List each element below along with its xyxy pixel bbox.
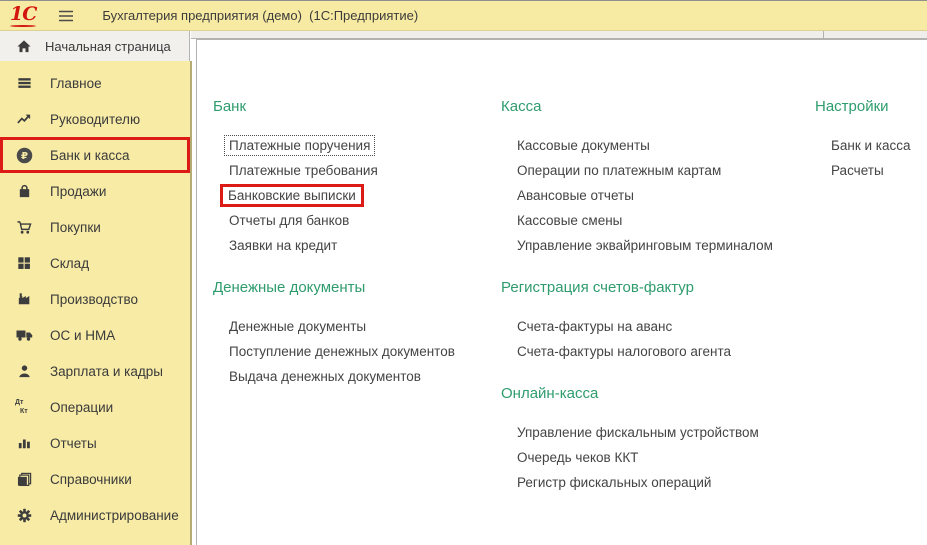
sidebar-item-label: Банк и касса [50,147,130,163]
warehouse-grid-icon [13,255,35,271]
link-ochered-chekov-kkt[interactable] [501,445,807,470]
factory-icon [13,291,35,307]
link-raschety[interactable] [815,158,925,183]
section-title-kassa[interactable]: Касса [501,98,542,115]
books-icon [13,471,35,487]
svg-text:₽: ₽ [20,150,28,162]
main-content-panel [196,39,927,545]
sidebar-nav [0,61,192,545]
app-header [0,0,927,31]
sidebar-item-label: Операции [50,399,114,415]
person-icon [13,363,35,379]
sidebar-item-operacii[interactable] [0,389,190,425]
sidebar-item-label: Главное [50,75,102,91]
sidebar-item-proizvodstvo[interactable] [0,281,190,317]
sidebar-item-label: Покупки [50,219,101,235]
section-denezhnye-dokumenty [213,278,499,389]
1c-logo-icon [10,2,37,27]
sidebar-item-otchety[interactable] [0,425,190,461]
link-kassovye-dokumenty[interactable] [501,133,807,158]
link-zayavki-na-kredit[interactable] [213,233,499,258]
section-title-denezhnye-dokumenty[interactable]: Денежные документы [213,279,366,296]
link-label: Регистр фискальных операций [517,475,712,490]
sidebar-item-rukovoditelyu[interactable] [0,101,190,137]
link-nastrojki-bank-i-kassa[interactable] [815,133,925,158]
sidebar-item-bank-i-kassa[interactable] [0,137,190,173]
link-kassovye-smeny[interactable] [501,208,807,233]
section-bank [213,97,499,258]
link-upravlenie-fiskalnym-ustrojstvom[interactable] [501,420,807,445]
link-label: Очередь чеков ККТ [517,450,639,465]
sidebar-item-label: ОС и НМА [50,327,116,343]
section-onlajn-kassa [501,384,807,495]
tab-home-label: Начальная страница [45,38,171,54]
section-title-registraciya-schetov-faktur[interactable]: Регистрация счетов-фактур [501,279,694,296]
sidebar-item-label: Администрирование [50,507,179,523]
tab-home-page[interactable] [0,31,189,61]
gear-icon [13,507,35,523]
menu-lines-icon [13,75,35,91]
section-title-nastrojki[interactable]: Настройки [815,98,889,115]
link-label: Поступление денежных документов [229,344,455,359]
link-label: Счета-фактуры на аванс [517,319,673,334]
sidebar-item-zarplata-i-kadry[interactable] [0,353,190,389]
link-operacii-po-platezhnym-kartam[interactable] [501,158,807,183]
kt-text: Кт [20,408,28,415]
section-title-bank[interactable]: Банк [213,98,247,115]
section-nastrojki [815,97,925,183]
section-registraciya-schetov-faktur [501,278,807,364]
dt-text: Дт [15,399,24,406]
link-label: Расчеты [831,163,884,178]
link-scheta-faktury-na-avans[interactable] [501,314,807,339]
sidebar-item-label: Производство [50,291,139,307]
link-label: Счета-фактуры налогового агента [517,344,731,359]
section-kassa [501,97,807,258]
sidebar-item-prodazhi[interactable] [0,173,190,209]
sidebar-item-administrirovanie[interactable] [0,497,190,533]
link-upravlenie-ekvajringovym-terminalom[interactable] [501,233,807,258]
link-platezhnye-trebovaniya[interactable] [213,158,499,183]
shopping-bag-icon [13,183,35,199]
ruble-coin-icon [13,147,35,163]
content-column-2 [501,40,807,515]
top-strip [191,31,927,39]
sidebar-item-label: Склад [50,255,90,271]
window-title: Бухгалтерия предприятия (демо) (1С:Предприятие) [102,8,419,23]
link-label: Платежные требования [229,163,378,178]
sidebar-item-label: Отчеты [50,435,97,451]
link-postuplenie-denezhnyh-dokumentov[interactable] [213,339,499,364]
link-label: Денежные документы [229,319,367,334]
link-label: Управление фискальным устройством [517,425,759,440]
link-label: Кассовые смены [517,213,623,228]
sidebar-item-pokupki[interactable] [0,209,190,245]
tab-bar [0,31,190,61]
link-denezhnye-dokumenty[interactable] [213,314,499,339]
strip-divider [823,31,824,38]
sidebar-item-os-i-nma[interactable] [0,317,190,353]
link-label: Отчеты для банков [229,213,350,228]
link-otchety-dlya-bankov[interactable] [213,208,499,233]
link-avansovye-otchety[interactable] [501,183,807,208]
logo-text: 1С [10,2,37,25]
sidebar-item-label: Продажи [50,183,107,199]
sidebar-item-label: Зарплата и кадры [50,363,163,379]
shopping-cart-icon [13,219,35,235]
link-registr-fiskalnyh-operacij[interactable] [501,470,807,495]
sidebar-item-sklad[interactable] [0,245,190,281]
content-column-3 [815,40,925,203]
content-column-1 [213,40,499,409]
link-label: Заявки на кредит [229,238,338,253]
section-title-onlajn-kassa[interactable]: Онлайн-касса [501,385,599,402]
link-label: Банковские выписки [220,184,364,207]
sidebar-item-spravochniki[interactable] [0,461,190,497]
link-label: Выдача денежных документов [229,369,421,384]
link-scheta-faktury-nalogovogo-agenta[interactable] [501,339,807,364]
hamburger-menu-icon[interactable] [56,8,76,24]
link-label: Банк и касса [831,138,911,153]
link-bankovskie-vypiski[interactable] [213,183,499,208]
dt-kt-icon [13,399,35,415]
home-icon [13,38,35,54]
link-label: Авансовые отчеты [517,188,634,203]
bar-chart-icon [13,435,35,451]
link-label: Платежные поручения [224,135,375,156]
sidebar-item-glavnoe[interactable] [0,65,190,101]
trend-arrow-icon [13,111,35,127]
link-label: Операции по платежным картам [517,163,722,178]
link-vydacha-denezhnyh-dokumentov[interactable] [213,364,499,389]
sidebar-item-label: Руководителю [50,111,141,127]
link-platezhnye-porucheniya[interactable] [213,133,499,158]
link-label: Управление эквайринговым терминалом [517,238,773,253]
truck-icon [13,327,35,343]
logo-swoosh [10,25,36,27]
sidebar-item-label: Справочники [50,471,132,487]
link-label: Кассовые документы [517,138,650,153]
